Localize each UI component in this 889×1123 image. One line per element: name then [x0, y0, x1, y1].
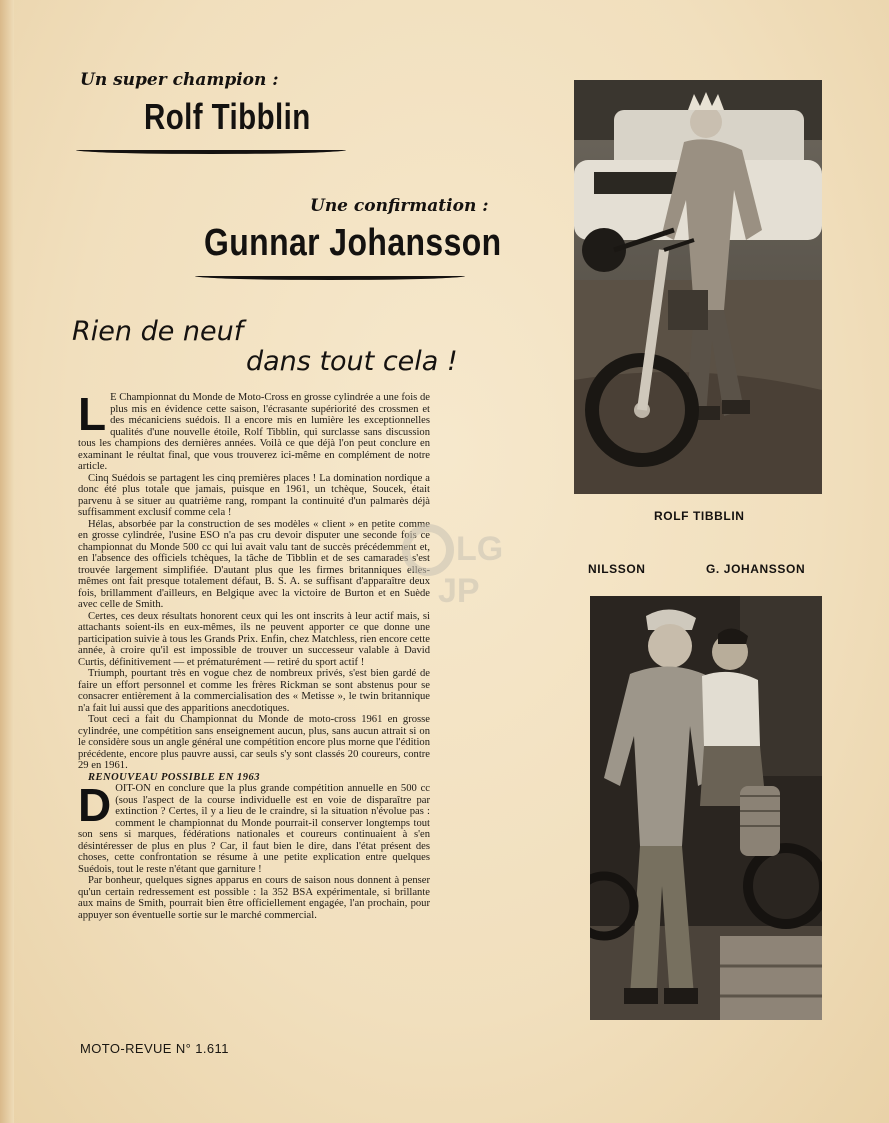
photo-rolf-tibblin [574, 80, 822, 494]
title-underline-1 [76, 146, 346, 154]
svg-text:JP: JP [438, 572, 480, 610]
paragraph-6: Tout ceci a fait du Championnat du Monde de moto-cross 1961 en grosse cylindrée, une compétition sans enseignement aucun, plus, sans aucun attrait si on le considère sous un angle général une compétition encore plus morne que l'édition précédente, encore plus pauvre aussi, car seuls s'y sont classés 20 coureurs, contre 29 en 1961. [78, 714, 430, 771]
paragraph-3: Hélas, absorbée par la construction de ses modèles « client » en petite comme en grosse cylindrée, l'usine ESO n'a pas cru devoir disputer une seconde fois ce championnat du Monde 500 cc qui lui avait valu tant de succès précédemment et, en l'absence des officiels tchèques, la tâche de Tibblin et de ses camarades s'est trouvée largement simplifiée. D'autant plus que les firmes britanniques elles-mêmes ont fait presque totalement défaut, B. S. A. se suffisant d'apparaître deux fois, brillamment d'ailleurs, en Belgique avec la victoire de Burton et en Suède avec celle de Smith. [78, 518, 430, 610]
paragraph-2: Cinq Suédois se partagent les cinq premières places ! La domination nordique a donc été plus totale que jamais, puisque en 1961, un tchèque, Soucek, était parvenu à se situer au quatrième rang, rompant la continuité d'un palmarès déjà suffisamment exclusif comme cela ! [78, 472, 430, 518]
article-body [78, 388, 430, 921]
photo-2-caption-left: NILSSON [588, 562, 646, 576]
headline-line-2: dans tout cela ! [246, 346, 458, 377]
paragraph-4: Certes, ces deux résultats honorent ceux qui les ont inscrits à leur actif mais, si attachants soient-ils en eux-mêmes, ils ne peuvent apporter ce que donne une participation suivie à tous les Grands Prix. Enfin, chez Matchless, rien encore cette année, à croire qu'il est impossible de trouver un successeur valable à David Curtis, définitivement — et prématurément — retiré du sport actif ! [78, 610, 430, 668]
page-edge [0, 0, 14, 1123]
drop-cap-l: L [78, 388, 107, 440]
kicker-confirmation: Une confirmation : [310, 196, 489, 216]
page-footer: MOTO-REVUE N° 1.611 [80, 1041, 229, 1056]
drop-cap-d: D [78, 779, 112, 831]
title-gunnar-johansson: Gunnar Johansson [204, 222, 502, 264]
photo-nilsson-johansson [590, 596, 822, 1020]
kicker-super-champion: Un super champion : [80, 70, 279, 90]
headline-line-1: Rien de neuf [72, 316, 244, 347]
watermark-stamp [398, 510, 518, 610]
photo-1-caption: ROLF TIBBLIN [654, 509, 745, 523]
photo-rolf-tibblin-image [574, 80, 822, 494]
paragraph-8: Par bonheur, quelques signes apparus en cours de saison nous donnent à penser qu'un certain redressement est possible : la 352 BSA expérimentale, si brillante aux mains de Smith, pourrait bien être officiellement engagée, l'an prochain, pour appuyer son éventuelle sortie sur le marché commercial. [78, 875, 430, 921]
section-subheading: RENOUVEAU POSSIBLE EN 1963 [88, 771, 260, 783]
title-rolf-tibblin: Rolf Tibblin [144, 96, 311, 137]
paragraph-7 [78, 779, 430, 875]
photo-2-caption-right: G. JOHANSSON [706, 562, 806, 576]
photo-nilsson-johansson-image [590, 596, 822, 1020]
paragraph-1 [78, 388, 430, 473]
svg-text:LG: LG [456, 530, 504, 568]
paragraph-7-text: OIT-ON en conclure que la plus grande compétition annuelle en 500 cc (sous l'aspect de la course individuelle est en voie de disparaître par extinction ? Certes, il y a lieu de le craindre, si la situation n'évolue pas : comment le championnat du Monde pourrait-il conserver longtemps tout son sens si marques, fédérations nationales et coureurs continuaient à s'en désintéresser de plus en plus ? Car, il faut bien le dire, dans l'état présent des choses, cette confrontation se résume à une petite explication entre quelques Suédois, tout le reste n'étant que garniture ! [78, 783, 430, 875]
paragraph-5: Triumph, pourtant très en vogue chez de nombreux privés, s'est bien gardé de faire un effort personnel et comme les frères Rickman se sont abstenus pour se consacrer entièrement à la commercialisation des « Metisse », le twin britannique n'a fait lui aussi que des apparitions anecdotiques. [78, 668, 430, 714]
paragraph-1-text: E Championnat du Monde de Moto-Cross en grosse cylindrée a une fois de plus mis en évidence cette saison, l'écrasante supériorité des crossmen et des mécaniciens suédois. Il a encore mis en lumière les exceptionnelles qualités d'une nouvelle étoile, Rolf Tibblin, qui surclasse sans discussion tous les champions des dernières années. Voilà ce que déjà l'on peut conclure en examinant le réultat final, que vous trouverez ici-même en complément de notre article. [78, 392, 430, 472]
title-underline-2 [195, 272, 465, 280]
